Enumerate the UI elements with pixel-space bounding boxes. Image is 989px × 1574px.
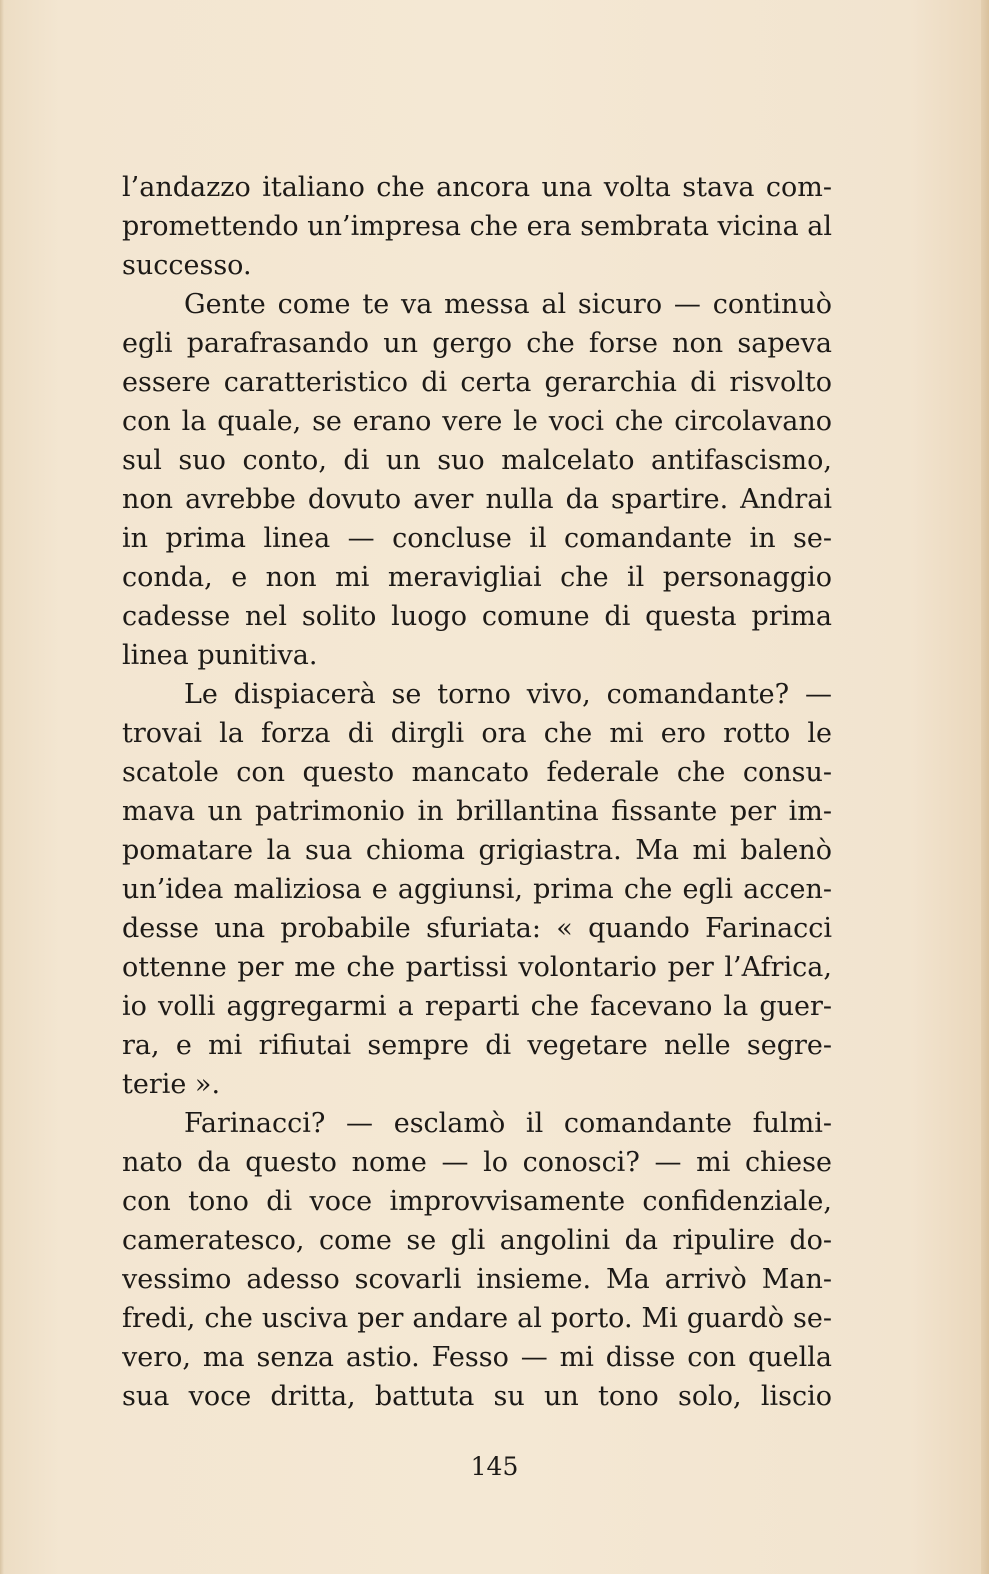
text-line: con la quale, se erano vere le voci che circolavano [122, 406, 832, 437]
text-line: nato da questo nome — lo conosci? — mi chiese [122, 1147, 832, 1178]
text-line: mava un patrimonio in brillantina fissante per im- [122, 796, 832, 827]
text-line: ottenne per me che partissi volontario per l’Africa, [122, 952, 832, 983]
text-line: pomatare la sua chioma grigiastra. Ma mi balenò [122, 835, 832, 866]
body-text [122, 168, 832, 1416]
text-line: cameratesco, come se gli angolini da ripulire do- [122, 1225, 832, 1256]
text-line: sua voce dritta, battuta su un tono solo, liscio [122, 1381, 832, 1412]
text-line: terie ». [122, 1069, 221, 1100]
page-right-edge [981, 0, 989, 1574]
page-left-edge [0, 0, 4, 1574]
text-line: conda, e non mi meravigliai che il personaggio [122, 562, 832, 593]
text-line: Farinacci? — esclamò il comandante fulmi- [184, 1108, 832, 1139]
text-line: Le dispiacerà se torno vivo, comandante? — [184, 679, 832, 710]
text-line: egli parafrasando un gergo che forse non sapeva [122, 328, 832, 359]
text-line: fredi, che usciva per andare al porto. Mi guardò se- [122, 1303, 832, 1334]
text-line: non avrebbe dovuto aver nulla da spartire. Andrai [122, 484, 832, 515]
text-line: promettendo un’impresa che era sembrata vicina al [122, 211, 832, 242]
text-line: con tono di voce improvvisamente confidenziale, [122, 1186, 832, 1217]
text-line: linea punitiva. [122, 640, 318, 671]
text-line: desse una probabile sfuriata: « quando Farinacci [122, 913, 832, 944]
text-line: successo. [122, 250, 252, 281]
text-line: l’andazzo italiano che ancora una volta stava com- [122, 172, 832, 203]
text-line: io volli aggregarmi a reparti che facevano la guer- [122, 991, 832, 1022]
text-line: scatole con questo mancato federale che consu- [122, 757, 832, 788]
text-line: sul suo conto, di un suo malcelato antifascismo, [122, 445, 832, 476]
text-line: essere caratteristico di certa gerarchia di risvolto [122, 367, 832, 398]
text-line: in prima linea — concluse il comandante in se- [122, 523, 832, 554]
page-number: 145 [470, 1452, 519, 1481]
text-line: cadesse nel solito luogo comune di questa prima [122, 601, 832, 632]
text-line: ra, e mi rifiutai sempre di vegetare nelle segre- [122, 1030, 832, 1061]
text-line: un’idea maliziosa e aggiunsi, prima che egli accen- [122, 874, 832, 905]
text-line: vessimo adesso scovarli insieme. Ma arrivò Man- [122, 1264, 832, 1295]
text-line: Gente come te va messa al sicuro — continuò [184, 289, 832, 320]
text-line: trovai la forza di dirgli ora che mi ero rotto le [122, 718, 832, 749]
text-line: vero, ma senza astio. Fesso — mi disse con quella [122, 1342, 832, 1373]
